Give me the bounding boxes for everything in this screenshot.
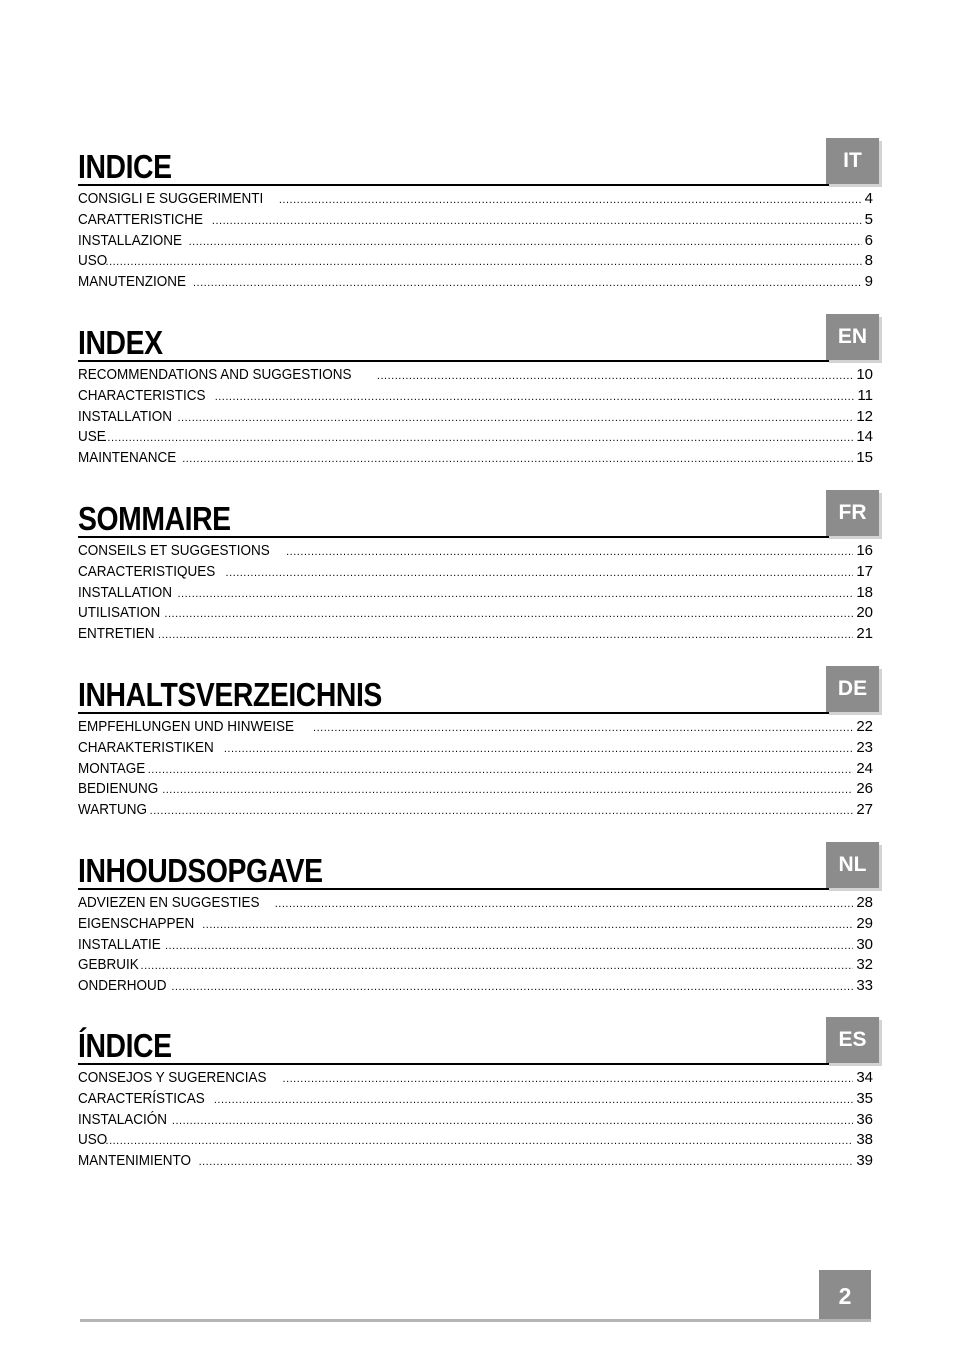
language-badge: IT xyxy=(826,138,879,184)
dot-leader xyxy=(162,779,853,800)
language-badge: EN xyxy=(826,314,879,360)
dot-leader xyxy=(226,562,854,583)
toc-entry-label: MAINTENANCE xyxy=(78,449,177,467)
toc-entry-label: RECOMMENDATIONS AND SUGGESTIONS xyxy=(78,366,352,383)
toc-entry-page-number: 21 xyxy=(856,625,873,643)
section-header xyxy=(78,490,879,538)
dot-leader xyxy=(377,365,853,386)
toc-entry-page-number: 23 xyxy=(856,738,873,756)
toc-section-nl xyxy=(78,842,879,997)
toc-section-it xyxy=(78,138,879,293)
toc-entry[interactable] xyxy=(78,231,873,252)
section-title: INDICE xyxy=(78,148,172,185)
toc-entry-page-number: 29 xyxy=(856,914,873,932)
toc-entry[interactable] xyxy=(78,976,873,997)
dot-leader xyxy=(286,541,853,562)
toc-entry-label: USO xyxy=(78,1131,108,1149)
dot-leader xyxy=(182,448,853,469)
dot-leader xyxy=(177,583,853,604)
dot-leader xyxy=(189,231,862,252)
toc-list xyxy=(78,717,873,821)
toc-entry-label: CONSEJOS Y SUGERENCIAS xyxy=(78,1069,267,1086)
section-header xyxy=(78,666,879,714)
toc-entry-label: ONDERHOUD xyxy=(78,977,167,995)
toc-entry-label: WARTUNG xyxy=(78,801,148,819)
toc-entry-page-number: 8 xyxy=(864,252,873,270)
section-title: ÍNDICE xyxy=(78,1027,172,1064)
toc-entry[interactable] xyxy=(78,800,873,821)
toc-entry-page-number: 22 xyxy=(856,718,873,735)
toc-entry-label: INSTALLATIE xyxy=(78,935,161,953)
dot-leader xyxy=(199,1151,854,1172)
toc-entry-page-number: 16 xyxy=(856,542,873,559)
dot-leader xyxy=(202,914,853,935)
language-badge: DE xyxy=(826,666,879,712)
language-badge: ES xyxy=(826,1017,879,1063)
toc-entry[interactable] xyxy=(78,541,873,562)
toc-entry-page-number: 26 xyxy=(856,780,873,798)
toc-section-en xyxy=(78,314,879,469)
toc-entry-page-number: 34 xyxy=(856,1069,873,1086)
language-badge: FR xyxy=(826,490,879,536)
language-badge: NL xyxy=(826,842,879,888)
section-title: INHALTSVERZEICHNIS xyxy=(78,676,382,713)
toc-entry[interactable] xyxy=(78,955,873,976)
dot-leader xyxy=(177,407,853,428)
footer-divider xyxy=(80,1319,871,1322)
toc-entry-label: USE xyxy=(78,428,106,446)
toc-entry-label: CONSIGLI E SUGGERIMENTI xyxy=(78,190,264,207)
toc-entry-page-number: 9 xyxy=(864,273,873,291)
toc-entry[interactable] xyxy=(78,1089,873,1110)
toc-entry[interactable] xyxy=(78,386,873,407)
toc-entry-page-number: 12 xyxy=(856,407,873,425)
toc-entry[interactable] xyxy=(78,272,873,293)
dot-leader xyxy=(224,738,853,759)
dot-leader xyxy=(141,955,854,976)
toc-entry[interactable] xyxy=(78,427,873,448)
dot-leader xyxy=(172,1110,853,1131)
dot-leader xyxy=(171,976,853,997)
toc-list xyxy=(78,189,873,293)
toc-entry-label: MONTAGE xyxy=(78,759,146,777)
toc-section-de xyxy=(78,666,879,821)
toc-entry-label: CARACTERÍSTICAS xyxy=(78,1089,205,1107)
toc-entry-label: EMPFEHLUNGEN UND HINWEISE xyxy=(78,718,295,735)
section-header xyxy=(78,138,879,186)
toc-entry-label: ADVIEZEN EN SUGGESTIES xyxy=(78,894,260,911)
dot-leader xyxy=(275,893,854,914)
toc-entry-page-number: 4 xyxy=(864,190,873,207)
toc-entry-label: UTILISATION xyxy=(78,604,161,622)
toc-entry[interactable] xyxy=(78,365,873,386)
toc-list xyxy=(78,365,873,469)
toc-entry-page-number: 32 xyxy=(856,956,873,974)
toc-entry[interactable] xyxy=(78,624,873,645)
toc-entry-page-number: 18 xyxy=(856,583,873,601)
toc-entry-label: CONSEILS ET SUGGESTIONS xyxy=(78,542,270,559)
section-header xyxy=(78,842,879,890)
toc-entry-page-number: 39 xyxy=(856,1152,873,1170)
toc-entry-page-number: 24 xyxy=(856,759,873,777)
toc-entry-label: CARATTERISTICHE xyxy=(78,210,204,228)
toc-entry-page-number: 33 xyxy=(856,977,873,995)
toc-entry[interactable] xyxy=(78,583,873,604)
toc-entry[interactable] xyxy=(78,1130,873,1151)
dot-leader xyxy=(150,800,854,821)
toc-entry-page-number: 14 xyxy=(856,428,873,446)
dot-leader xyxy=(104,427,853,448)
toc-entry-label: BEDIENUNG xyxy=(78,780,159,798)
toc-entry-page-number: 36 xyxy=(856,1110,873,1128)
toc-entry-page-number: 30 xyxy=(856,935,873,953)
toc-section-es xyxy=(78,1017,879,1172)
toc-entry-label: INSTALLATION xyxy=(78,583,173,601)
toc-entry-page-number: 15 xyxy=(856,449,873,467)
toc-entry-label: INSTALLATION xyxy=(78,407,173,425)
toc-entry-page-number: 35 xyxy=(856,1089,873,1107)
dot-leader xyxy=(313,717,853,738)
toc-entry-page-number: 28 xyxy=(856,894,873,911)
dot-leader xyxy=(165,935,853,956)
dot-leader xyxy=(215,386,855,407)
toc-entry[interactable] xyxy=(78,779,873,800)
toc-entry-label: CARACTERISTIQUES xyxy=(78,562,216,580)
toc-entry[interactable] xyxy=(78,935,873,956)
toc-entry-page-number: 38 xyxy=(856,1131,873,1149)
toc-entry-page-number: 10 xyxy=(856,366,873,383)
dot-leader xyxy=(106,251,862,272)
toc-entry[interactable] xyxy=(78,603,873,624)
toc-entry-label: EIGENSCHAPPEN xyxy=(78,914,195,932)
toc-entry[interactable] xyxy=(78,893,873,914)
toc-entry[interactable] xyxy=(78,210,873,231)
toc-entry-page-number: 11 xyxy=(857,386,873,404)
page-number-badge: 2 xyxy=(819,1270,871,1322)
dot-leader xyxy=(193,272,862,293)
toc-entry-page-number: 17 xyxy=(856,562,873,580)
toc-entry-label: USO xyxy=(78,252,108,270)
toc-entry-page-number: 6 xyxy=(864,231,873,249)
toc-entry[interactable] xyxy=(78,448,873,469)
toc-entry-label: MANTENIMIENTO xyxy=(78,1152,192,1170)
toc-entry[interactable] xyxy=(78,914,873,935)
toc-entry-label: GEBRUIK xyxy=(78,956,139,974)
toc-entry-label: CHARACTERISTICS xyxy=(78,386,206,404)
toc-entry-label: CHARAKTERISTIKEN xyxy=(78,738,214,756)
toc-entry-label: ENTRETIEN xyxy=(78,625,155,643)
dot-leader xyxy=(148,759,854,780)
toc-entry[interactable] xyxy=(78,562,873,583)
toc-entry[interactable] xyxy=(78,407,873,428)
section-title: INDEX xyxy=(78,324,163,361)
dot-leader xyxy=(106,1130,854,1151)
section-title: SOMMAIRE xyxy=(78,500,231,537)
toc-entry[interactable] xyxy=(78,251,873,272)
toc-entry-page-number: 27 xyxy=(856,801,873,819)
toc-entry-page-number: 20 xyxy=(856,604,873,622)
toc-entry[interactable] xyxy=(78,1151,873,1172)
toc-entry[interactable] xyxy=(78,1068,873,1089)
dot-leader xyxy=(164,603,853,624)
toc-entry-label: MANUTENZIONE xyxy=(78,273,186,291)
toc-list xyxy=(78,893,873,997)
toc-entry[interactable] xyxy=(78,1110,873,1131)
dot-leader xyxy=(212,210,862,231)
toc-list xyxy=(78,541,873,645)
toc-entry[interactable] xyxy=(78,759,873,780)
toc-entry-page-number: 5 xyxy=(864,210,873,228)
toc-entry[interactable] xyxy=(78,717,873,738)
dot-leader xyxy=(279,189,862,210)
section-header xyxy=(78,1017,879,1065)
toc-entry[interactable] xyxy=(78,738,873,759)
toc-section-fr xyxy=(78,490,879,645)
dot-leader xyxy=(283,1068,854,1089)
section-header xyxy=(78,314,879,362)
toc-entry[interactable] xyxy=(78,189,873,210)
dot-leader xyxy=(158,624,853,645)
dot-leader xyxy=(214,1089,853,1110)
section-title: INHOUDSOPGAVE xyxy=(78,852,323,889)
toc-entry-label: INSTALACIÓN xyxy=(78,1110,168,1128)
toc-entry-label: INSTALLAZIONE xyxy=(78,231,183,249)
toc-list xyxy=(78,1068,873,1172)
